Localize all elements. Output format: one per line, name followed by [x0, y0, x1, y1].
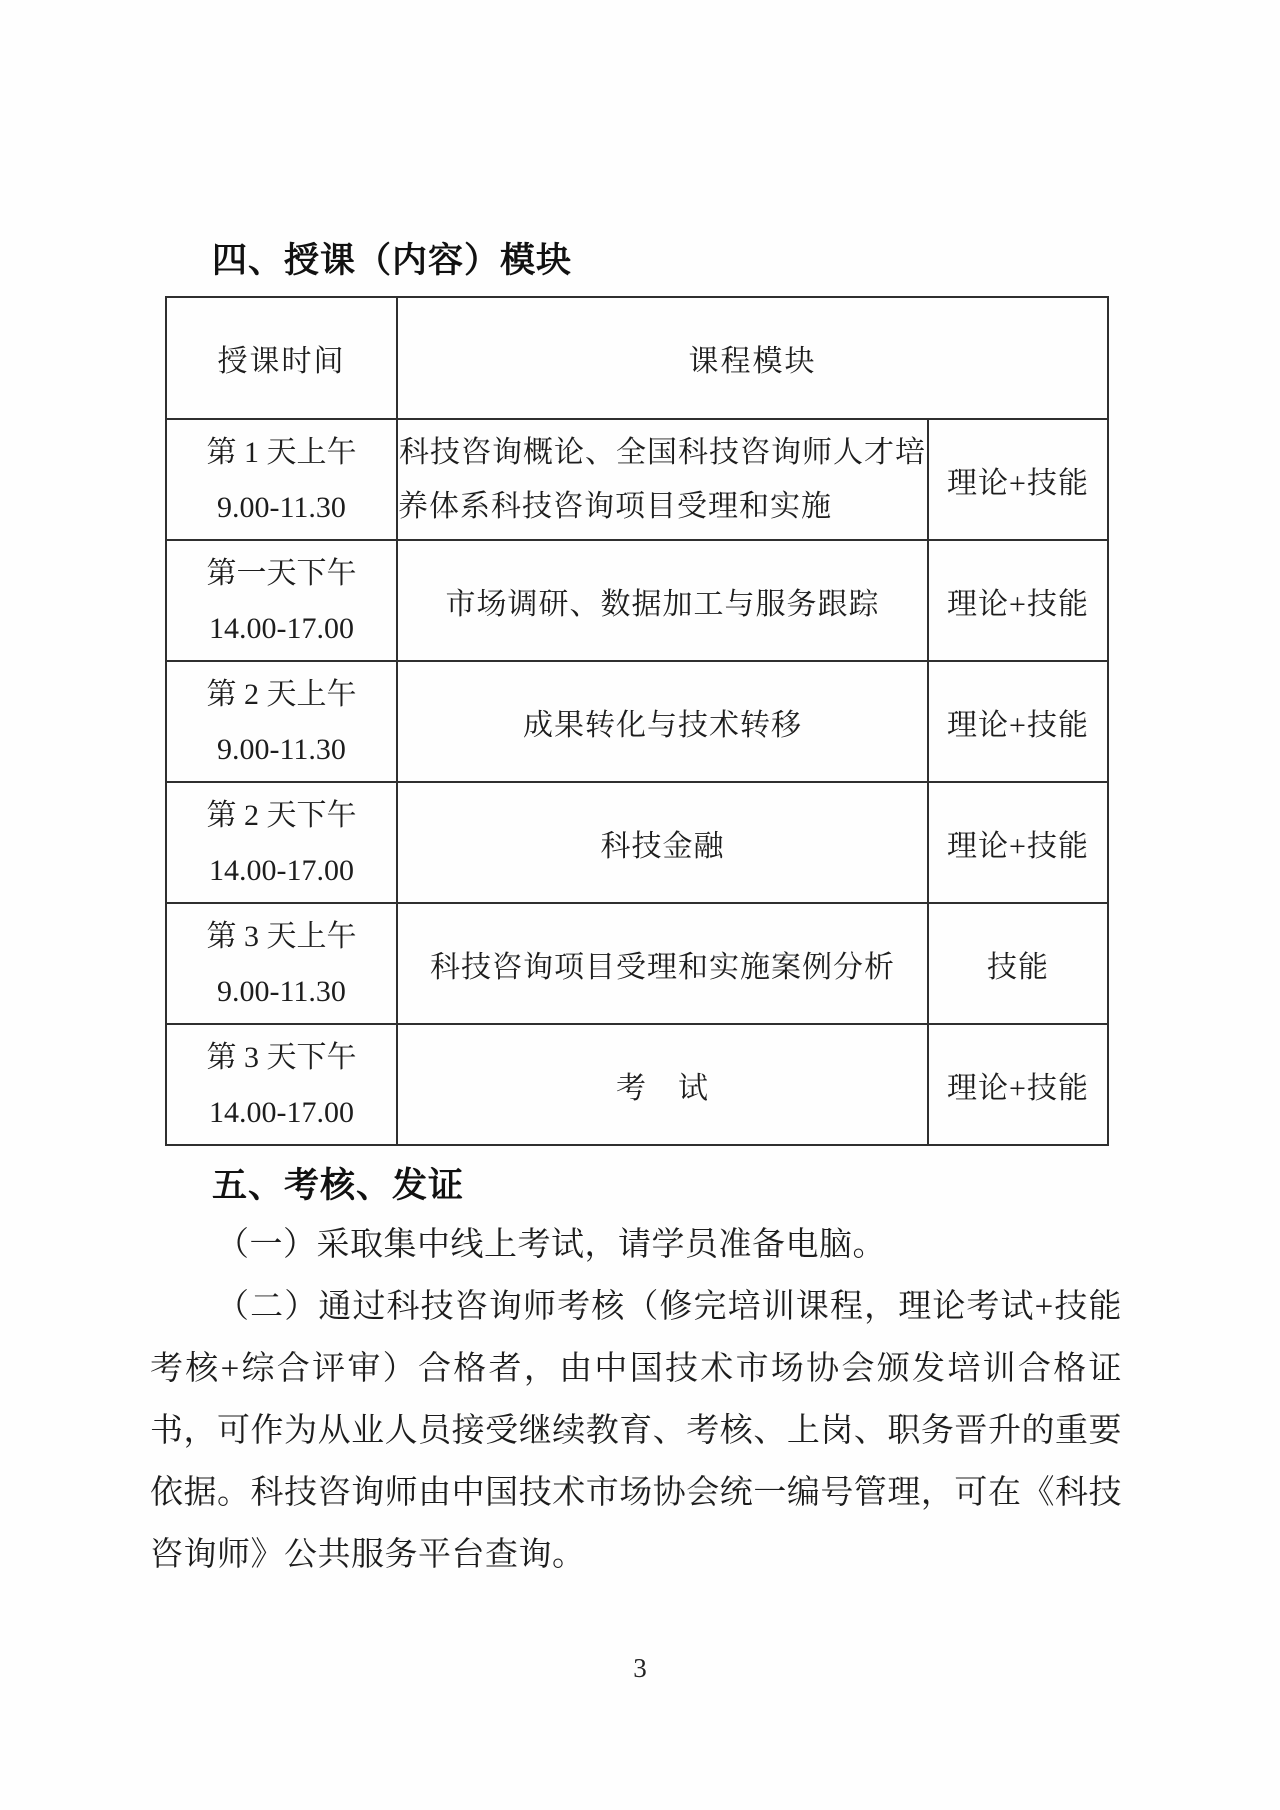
session-hours: 14.00-17.00 — [209, 853, 354, 887]
session-day: 第 2 天下午 — [206, 798, 357, 832]
paragraph-certificate: （二）通过科技咨询师考核（修完培训课程，理论考试+技能考核+综合评审）合格者，由中国技术市场协会颁发培训合格证书，可作为从业人员接受继续教育、考核、上岗、职务晋升的重要依据。科技咨询师由中国技术市场协会统一编号管理，可在《科技咨询师》公共服务平台查询。 — [150, 1289, 1122, 1573]
session-day: 第 3 天上午 — [206, 919, 357, 953]
table-header-row — [166, 297, 1108, 419]
session-time-cell — [166, 903, 397, 1024]
session-hours: 14.00-17.00 — [209, 611, 354, 645]
session-time-cell — [166, 419, 397, 540]
course-type-cell: 理论+技能 — [928, 540, 1108, 661]
section5-heading: 五、考核、发证 — [212, 1166, 465, 1205]
header-cell-module: 课程模块 — [397, 297, 1108, 419]
session-time-cell — [166, 540, 397, 661]
section4-heading: 四、授课（内容）模块 — [212, 241, 573, 280]
session-day: 第 1 天上午 — [206, 435, 357, 469]
session-hours: 9.00-11.30 — [217, 974, 346, 1008]
session-day: 第一天下午 — [206, 556, 357, 590]
paragraph-exam-method: （一）采取集中线上考试，请学员准备电脑。 — [216, 1227, 886, 1263]
course-type-cell: 理论+技能 — [928, 419, 1108, 540]
page-number: 3 — [633, 1653, 647, 1683]
course-type-cell: 理论+技能 — [928, 782, 1108, 903]
course-module-cell: 科技咨询项目受理和实施案例分析 — [397, 903, 928, 1024]
course-schedule-table — [165, 296, 1109, 1146]
session-time-cell — [166, 782, 397, 903]
table-row — [166, 782, 1108, 903]
session-hours: 9.00-11.30 — [217, 732, 346, 766]
course-module-cell: 考 试 — [397, 1024, 928, 1145]
course-module-cell: 成果转化与技术转移 — [397, 661, 928, 782]
table-row — [166, 903, 1108, 1024]
session-time-cell — [166, 661, 397, 782]
course-type-cell: 理论+技能 — [928, 1024, 1108, 1145]
table-row — [166, 1024, 1108, 1145]
session-day: 第 3 天下午 — [206, 1040, 357, 1074]
session-hours: 14.00-17.00 — [209, 1095, 354, 1129]
session-hours: 9.00-11.30 — [217, 490, 346, 524]
table-row — [166, 540, 1108, 661]
course-module-cell: 科技咨询概论、全国科技咨询师人才培养体系科技咨询项目受理和实施 — [397, 419, 928, 540]
table-row — [166, 419, 1108, 540]
course-module-cell: 市场调研、数据加工与服务跟踪 — [397, 540, 928, 661]
table-row — [166, 661, 1108, 782]
session-time-cell — [166, 1024, 397, 1145]
session-day: 第 2 天上午 — [206, 677, 357, 711]
course-module-cell: 科技金融 — [397, 782, 928, 903]
header-cell-time: 授课时间 — [166, 297, 397, 419]
course-type-cell: 理论+技能 — [928, 661, 1108, 782]
course-type-cell: 技能 — [928, 903, 1108, 1024]
